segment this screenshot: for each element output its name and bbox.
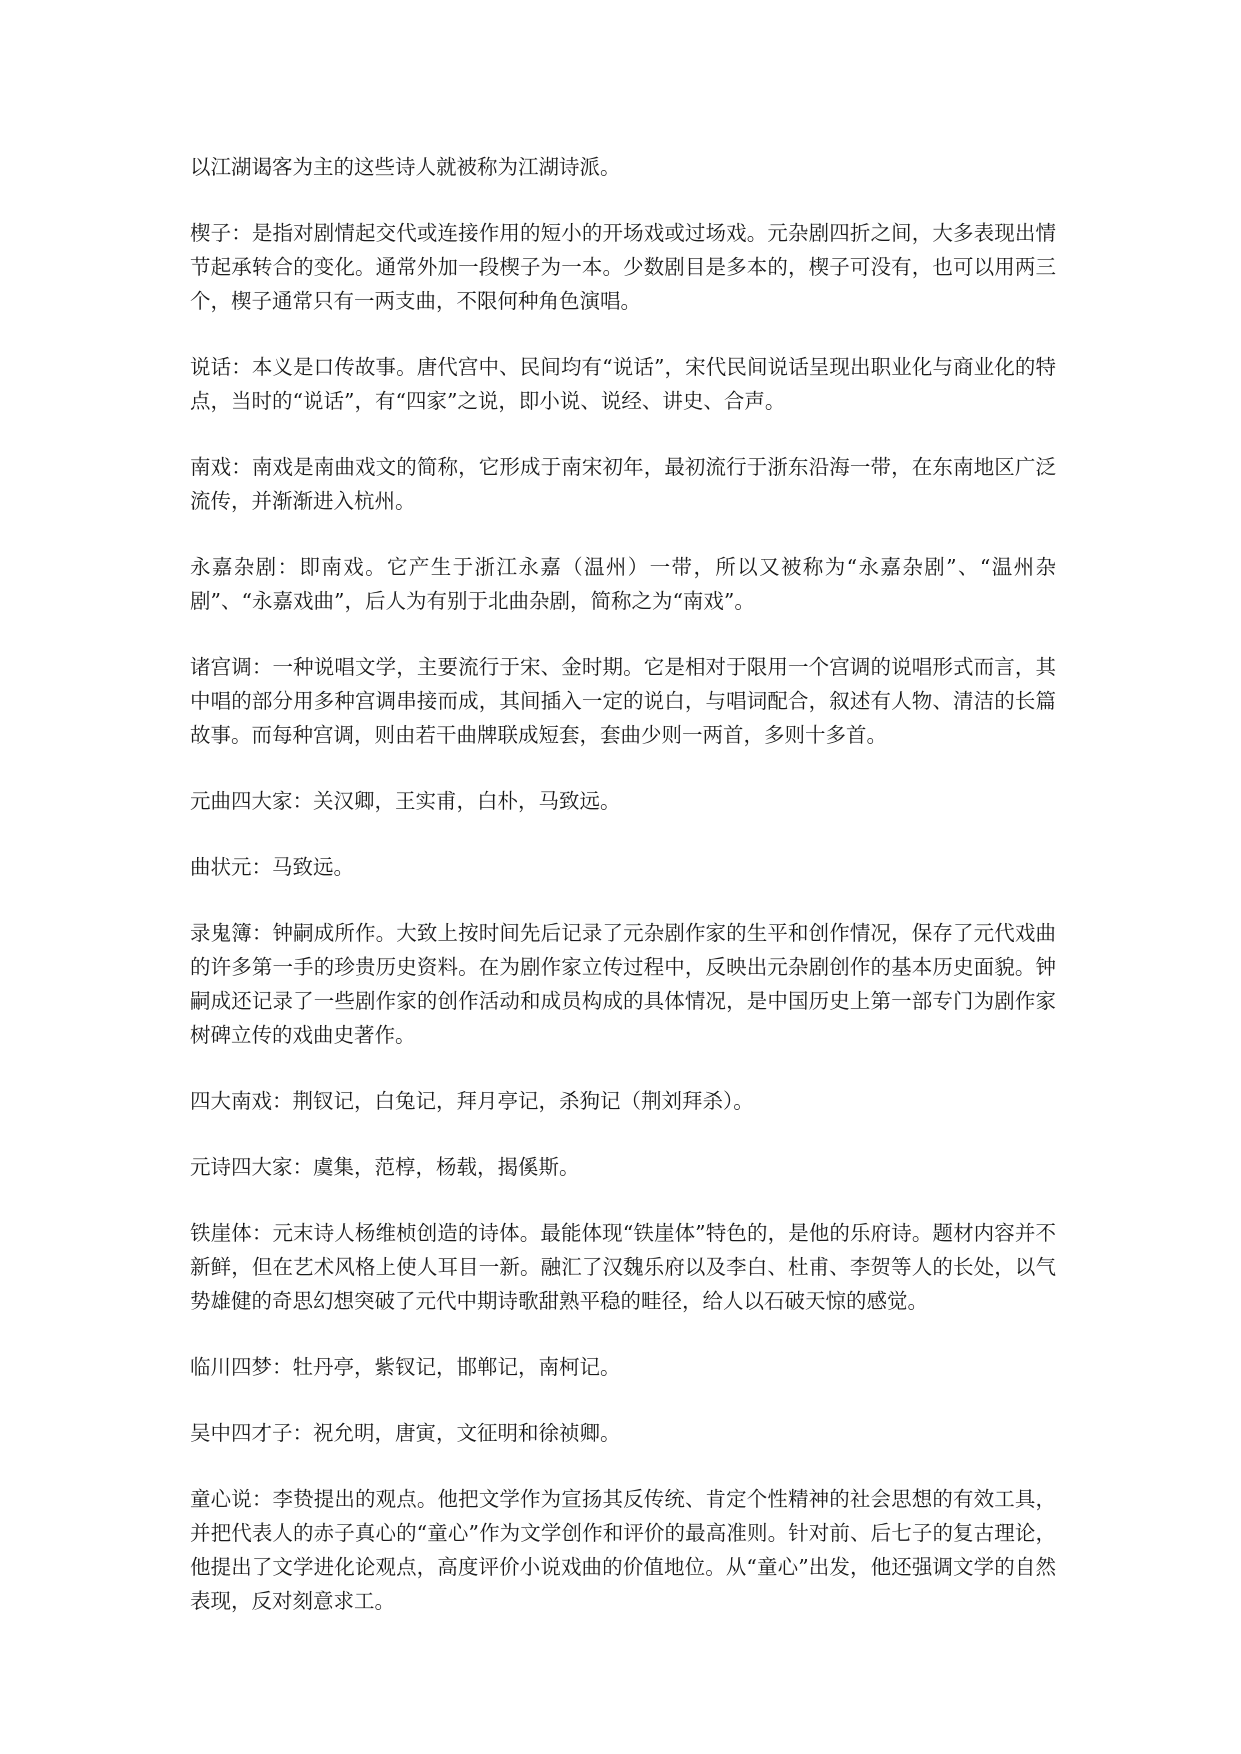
paragraph-yongjia-zaju: [190, 550, 1056, 618]
paragraph-xiezi: [190, 216, 1056, 318]
paragraph-jianghu-poets: [190, 150, 1056, 184]
paragraph-text: 南戏是南曲戏文的简称，它形成于南宋初年，最初流行于浙东沿海一带，在东南地区广泛流传，并渐渐进入杭州。: [190, 455, 1057, 513]
term-label: 铁崖体：: [190, 1221, 273, 1245]
term-label: 元曲四大家：: [190, 789, 313, 813]
paragraph-zhugongdiao: [190, 650, 1056, 752]
paragraph-text: 本义是口传故事。唐代宫中、民间均有“说话”，宋代民间说话呈现出职业化与商业化的特点，当时的“说话”，有“四家”之说，即小说、说经、讲史、合声。: [190, 355, 1056, 413]
term-label: 吴中四才子：: [190, 1421, 313, 1445]
paragraph-tongxinshuo: [190, 1482, 1056, 1618]
paragraph-text: 即南戏。它产生于浙江永嘉（温州）一带，所以又被称为“永嘉杂剧”、“温州杂剧”、“永嘉戏曲”，后人为有别于北曲杂剧，简称之为“南戏”。: [190, 555, 1056, 613]
paragraph-text: 是指对剧情起交代或连接作用的短小的开场戏或过场戏。元杂剧四折之间，大多表现出情节起承转合的变化。通常外加一段楔子为一本。少数剧目是多本的，楔子可没有，也可以用两三个，楔子通常只有一两支曲，不限何种角色演唱。: [190, 221, 1057, 313]
term-label: 曲状元：: [190, 855, 272, 879]
paragraph-wuzhong-four-talents: [190, 1416, 1056, 1450]
paragraph-text: 关汉卿，王实甫，白朴，马致远。: [313, 789, 621, 813]
paragraph-yuanqu-four-masters: [190, 784, 1056, 818]
paragraph-text: 一种说唱文学，主要流行于宋、金时期。它是相对于限用一个宫调的说唱形式而言，其中唱的部分用多种宫调串接而成，其间插入一定的说白，与唱词配合，叙述有人物、清洁的长篇故事。而每种宫调，则由若干曲牌联成短套，套曲少则一两首，多则十多首。: [190, 655, 1057, 747]
paragraph-text: 以江湖谒客为主的这些诗人就被称为江湖诗派。: [190, 155, 621, 179]
document-page: [190, 150, 1056, 1650]
paragraph-yuanshi-four-masters: [190, 1150, 1056, 1184]
paragraph-text: 牡丹亭，紫钗记，邯郸记，南柯记。: [292, 1355, 621, 1379]
term-label: 四大南戏：: [190, 1089, 293, 1113]
paragraph-shuohua: [190, 350, 1056, 418]
term-label: 临川四梦：: [190, 1355, 293, 1379]
term-label: 永嘉杂剧：: [190, 555, 300, 579]
paragraph-luguibu: [190, 916, 1056, 1052]
term-label: 录鬼簿：: [190, 921, 273, 945]
paragraph-text: 李贽提出的观点。他把文学作为宣扬其反传统、肯定个性精神的社会思想的有效工具，并把代表人的赤子真心的“童心”作为文学创作和评价的最高准则。针对前、后七子的复古理论，他提出了文学进化论观点，高度评价小说戏曲的价值地位。从“童心”出发，他还强调文学的自然表现，反对刻意求工。: [190, 1487, 1057, 1613]
term-label: 楔子：: [190, 221, 252, 245]
term-label: 童心说：: [190, 1487, 273, 1511]
paragraph-text: 祝允明，唐寅，文征明和徐祯卿。: [313, 1421, 621, 1445]
paragraph-tieyati: [190, 1216, 1056, 1318]
paragraph-text: 钟嗣成所作。大致上按时间先后记录了元杂剧作家的生平和创作情况，保存了元代戏曲的许多第一手的珍贵历史资料。在为剧作家立传过程中，反映出元杂剧创作的基本历史面貌。钟嗣成还记录了一些剧作家的创作活动和成员构成的具体情况，是中国历史上第一部专门为剧作家树碑立传的戏曲史著作。: [190, 921, 1057, 1047]
paragraph-text: 马致远。: [272, 855, 354, 879]
paragraph-text: 虞集，范椁，杨载，揭傒斯。: [313, 1155, 580, 1179]
paragraph-nanxi: [190, 450, 1056, 518]
paragraph-four-nanxi: [190, 1084, 1056, 1118]
term-label: 说话：: [190, 355, 252, 379]
paragraph-text: 元末诗人杨维桢创造的诗体。最能体现“铁崖体”特色的，是他的乐府诗。题材内容并不新鲜，但在艺术风格上使人耳目一新。融汇了汉魏乐府以及李白、杜甫、李贺等人的长处，以气势雄健的奇思幻想突破了元代中期诗歌甜熟平稳的畦径，给人以石破天惊的感觉。: [190, 1221, 1056, 1313]
paragraph-linchuan-four-dreams: [190, 1350, 1056, 1384]
term-label: 南戏：: [190, 455, 252, 479]
term-label: 元诗四大家：: [190, 1155, 313, 1179]
paragraph-text: 荆钗记，白兔记，拜月亭记，杀狗记（荆刘拜杀）。: [292, 1089, 754, 1113]
paragraph-quzhuangyuan: [190, 850, 1056, 884]
term-label: 诸宫调：: [190, 655, 273, 679]
